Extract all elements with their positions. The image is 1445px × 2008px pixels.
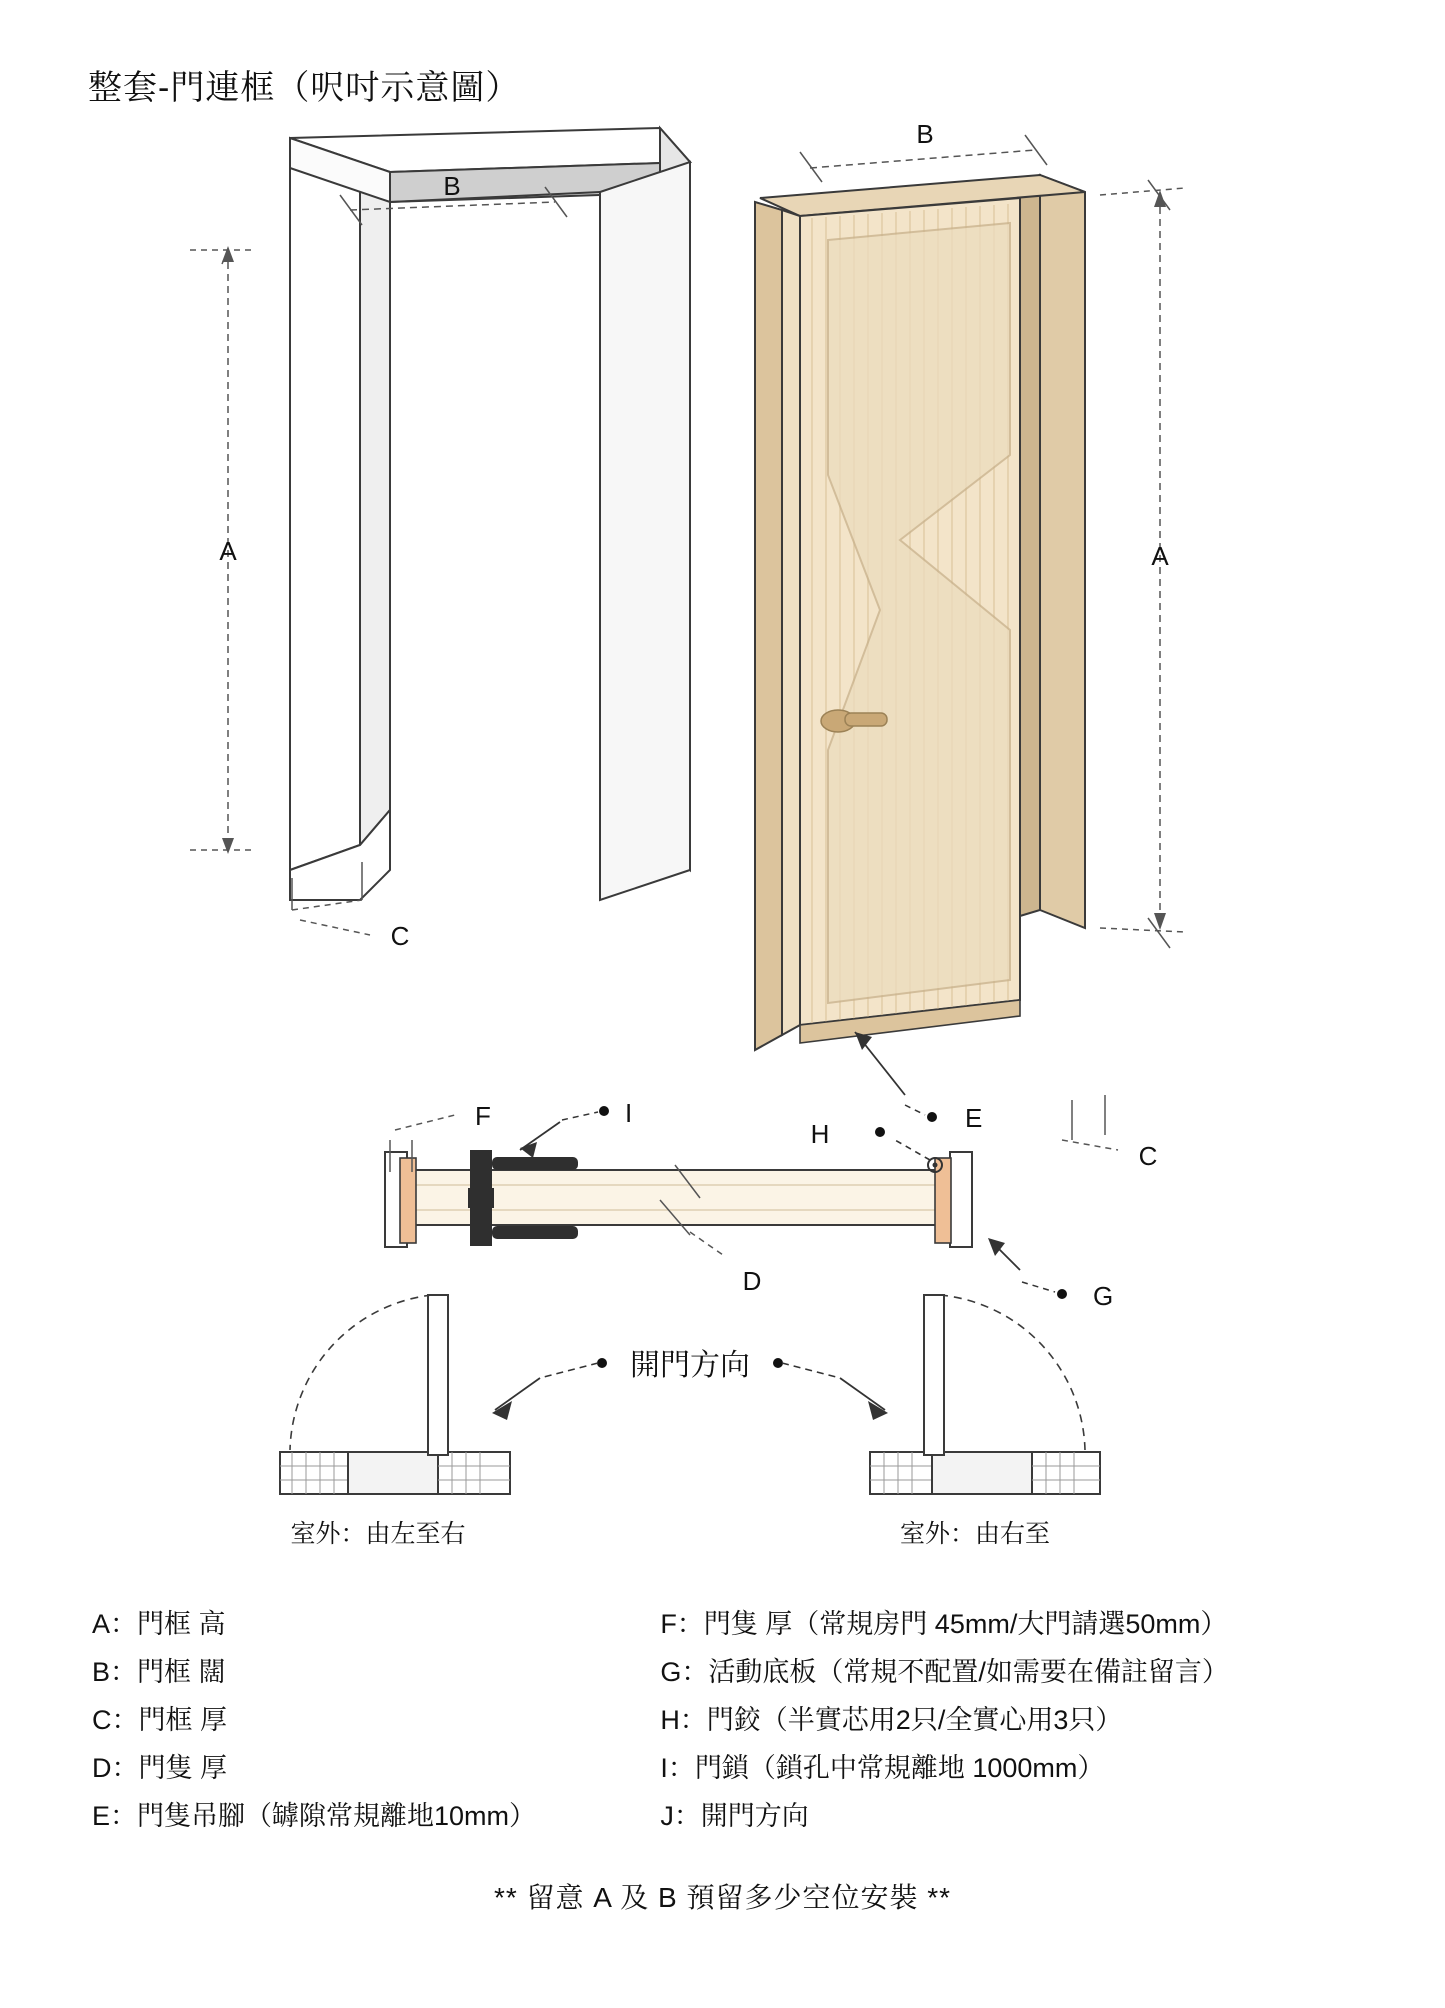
section-label-h	[811, 1119, 942, 1172]
frame-dim-c-label: C	[390, 921, 410, 951]
section-label-g	[988, 1238, 1113, 1311]
legend-column-left	[92, 1600, 660, 1840]
swing-direction-view	[280, 1295, 1100, 1548]
diagram-area	[0, 110, 1445, 1590]
section-label-h-text: H	[810, 1119, 830, 1149]
swing-center-label	[492, 1349, 888, 1420]
swing-left-caption: 室外：由左至右	[290, 1520, 466, 1548]
frame-dim-a-label: A	[219, 536, 237, 566]
section-label-g-text: G	[1093, 1281, 1114, 1311]
door-dim-c-label: C	[1138, 1141, 1158, 1171]
legend-item-b: B：門框 闊	[92, 1657, 226, 1687]
frame-isometric-view	[190, 128, 690, 951]
door-callout-e	[855, 1032, 982, 1133]
legend-item-c: C：門框 厚	[92, 1705, 227, 1735]
swing-right-plan	[870, 1295, 1100, 1548]
door-leaf-view	[755, 119, 1185, 1171]
swing-left-plan	[280, 1295, 510, 1548]
section-label-i-text: I	[625, 1098, 633, 1128]
door-callout-e-label: E	[965, 1103, 983, 1133]
legend-item-h: H：門鉸（半實芯用2只/全實心用3只）	[660, 1705, 1123, 1735]
door-dim-c	[1062, 1095, 1157, 1171]
section-view	[385, 1098, 1113, 1311]
page-title: 整套-門連框（呎吋示意圖）	[88, 69, 521, 107]
legend-item-j: J：開門方向	[660, 1801, 809, 1831]
legend-item-d: D：門隻 厚	[92, 1753, 227, 1783]
legend-item-g: G：活動底板（常規不配置/如需要在備註留言）	[660, 1657, 1229, 1687]
legend-item-f: F：門隻 厚（常規房門 45mm/大門請選50mm）	[660, 1609, 1228, 1639]
section-label-i	[520, 1098, 632, 1158]
door-diagram-svg	[0, 110, 1445, 1590]
section-label-f-text: F	[475, 1101, 491, 1131]
legend-item-a: A：門框 高	[92, 1609, 226, 1639]
swing-right-caption: 室外：由右至	[899, 1520, 1051, 1548]
door-dim-b	[800, 119, 1047, 182]
door-dim-a-label: A	[1151, 541, 1169, 571]
legend	[0, 1600, 1445, 1916]
legend-item-i: I：門鎖（鎖孔中常規離地 1000mm）	[660, 1753, 1105, 1783]
legend-note: ** 留意 A 及 B 預留多少空位安裝 **	[493, 1882, 952, 1913]
door-dim-b-label: B	[916, 119, 934, 149]
legend-item-e: E：門隻吊腳（罅隙常規離地10mm）	[92, 1801, 537, 1831]
section-label-d-text: D	[742, 1266, 762, 1296]
frame-dim-b-label: B	[443, 171, 461, 201]
frame-dim-a	[190, 246, 252, 854]
legend-column-right	[660, 1600, 1405, 1840]
swing-center-label-text: 開門方向	[630, 1349, 750, 1382]
door-dim-a	[1100, 180, 1185, 948]
